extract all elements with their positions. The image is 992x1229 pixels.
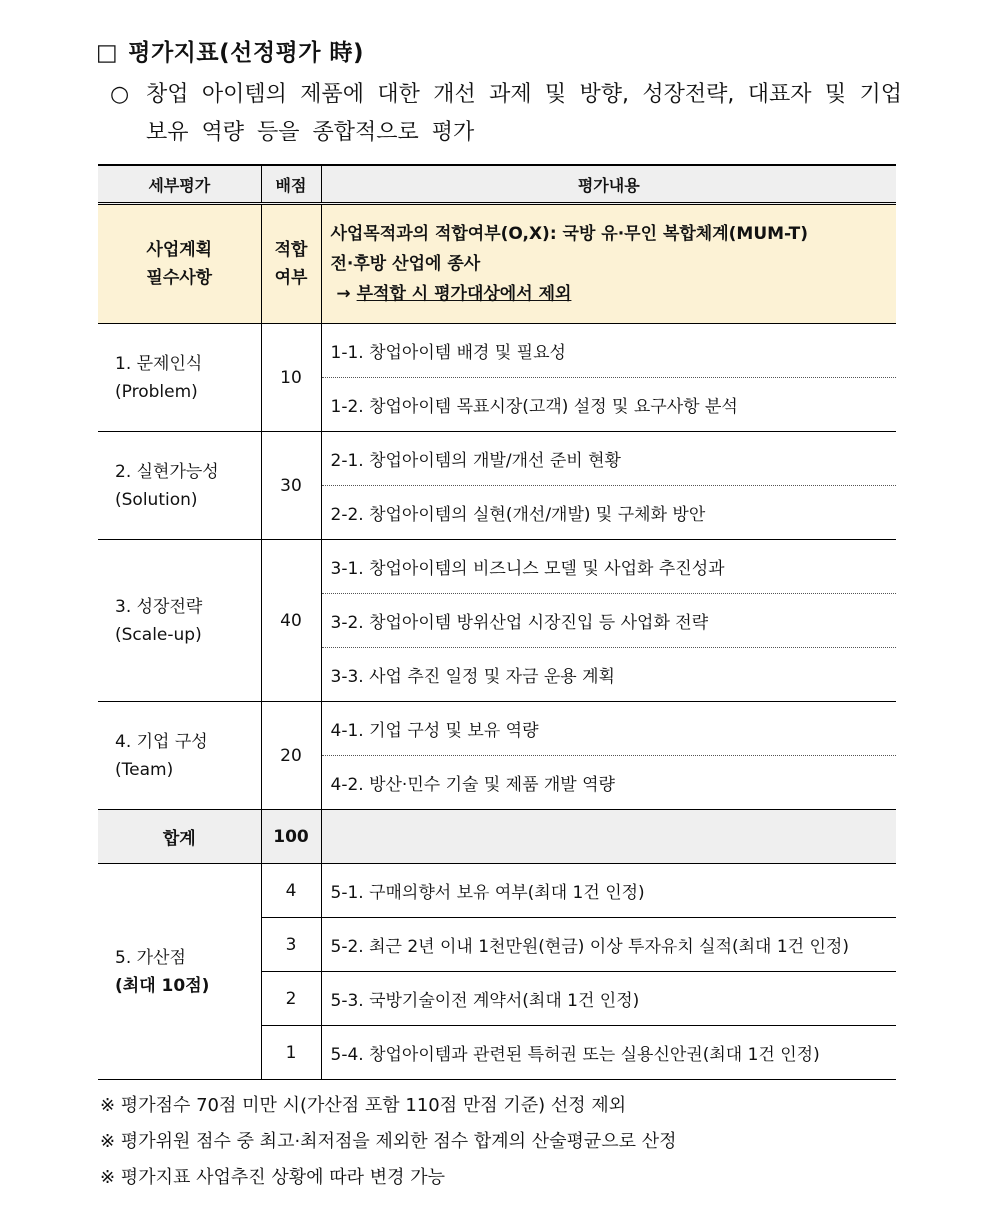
criteria-item: 3-1. 창업아이템의 비즈니스 모델 및 사업화 추진성과 xyxy=(321,540,896,594)
criteria-item: 2-2. 창업아이템의 실현(개선/개발) 및 구체화 방안 xyxy=(321,486,896,540)
category-cell xyxy=(98,702,261,810)
requirement-content: 사업목적과의 적합여부(O,X): 국방 유·무인 복합체계(MUM-T) 전·후방 산업에 종사 → 부적합 시 평가대상에서 제외 xyxy=(321,204,896,324)
criteria-item: 4-2. 방산·민수 기술 및 제품 개발 역량 xyxy=(321,756,896,810)
category-name-en: (Problem) xyxy=(115,381,198,402)
points-cell: 20 xyxy=(261,702,321,810)
category-name-en: (Scale-up) xyxy=(115,624,202,645)
header-content: 평가내용 xyxy=(321,165,896,204)
criteria-item: 3-3. 사업 추진 일정 및 자금 운용 계획 xyxy=(321,648,896,702)
category-name: 4. 기업 구성 xyxy=(115,731,208,752)
bonus-item: 5-2. 최근 2년 이내 1천만원(현금) 이상 투자유치 실적(최대 1건 인정) xyxy=(321,918,896,972)
table-row xyxy=(98,540,896,594)
intro-paragraph xyxy=(110,76,902,152)
header-points: 배점 xyxy=(261,165,321,204)
bonus-item: 5-1. 구매의향서 보유 여부(최대 1건 인정) xyxy=(321,864,896,918)
criteria-item: 2-1. 창업아이템의 개발/개선 준비 현황 xyxy=(321,432,896,486)
requirement-category: 사업계획 필수사항 xyxy=(98,204,261,324)
bonus-item: 5-4. 창업아이템과 관련된 특허권 또는 실용신안권(최대 1건 인정) xyxy=(321,1026,896,1080)
note-item: ※ 평가지표 사업추진 상황에 따라 변경 가능 xyxy=(100,1167,446,1188)
note-item: ※ 평가점수 70점 미만 시(가산점 포함 110점 만점 기준) 선정 제외 xyxy=(100,1095,627,1116)
bonus-max: (최대 10점) xyxy=(115,975,210,996)
category-name: 2. 실현가능성 xyxy=(115,461,219,482)
bonus-item: 5-3. 국방기술이전 계약서(최대 1건 인정) xyxy=(321,972,896,1026)
criteria-item: 1-2. 창업아이템 목표시장(고객) 설정 및 요구사항 분석 xyxy=(321,378,896,432)
intro-text: 창업 아이템의 제품에 대한 개선 과제 및 방향, 성장전략, 대표자 및 기업 보유 역량 등을 종합적으로 평가 xyxy=(146,82,902,145)
points-cell: 30 xyxy=(261,432,321,540)
table-row xyxy=(98,702,896,756)
bonus-name: 5. 가산점 xyxy=(115,947,186,968)
total-row xyxy=(98,810,896,864)
category-name-en: (Solution) xyxy=(115,489,198,510)
category-cell xyxy=(98,324,261,432)
arrow-right-icon: → xyxy=(336,284,351,304)
category-name-en: (Team) xyxy=(115,759,174,780)
table-row xyxy=(98,432,896,486)
bonus-points: 4 xyxy=(261,864,321,918)
requirement-points: 적합 여부 xyxy=(261,204,321,324)
category-name: 3. 성장전략 xyxy=(115,596,203,617)
section-title: 평가지표(선정평가 時) xyxy=(128,40,365,66)
criteria-item: 3-2. 창업아이템 방위산업 시장진입 등 사업화 전략 xyxy=(321,594,896,648)
category-name: 1. 문제인식 xyxy=(115,353,203,374)
category-cell xyxy=(98,432,261,540)
bonus-points: 2 xyxy=(261,972,321,1026)
evaluation-table xyxy=(98,164,896,1080)
table-row xyxy=(98,324,896,378)
bonus-points: 3 xyxy=(261,918,321,972)
total-label: 합계 xyxy=(98,810,261,864)
section-heading xyxy=(96,34,364,67)
total-empty xyxy=(321,810,896,864)
header-detail: 세부평가 xyxy=(98,165,261,204)
total-points: 100 xyxy=(261,810,321,864)
category-cell xyxy=(98,540,261,702)
checkbox-square-icon: □ xyxy=(96,40,119,66)
criteria-item: 4-1. 기업 구성 및 보유 역량 xyxy=(321,702,896,756)
bonus-points: 1 xyxy=(261,1026,321,1080)
bonus-row xyxy=(98,864,896,918)
table-header-row xyxy=(98,165,896,204)
requirement-row xyxy=(98,204,896,324)
notes xyxy=(100,1088,677,1196)
circle-bullet-icon: ○ xyxy=(110,82,130,107)
points-cell: 40 xyxy=(261,540,321,702)
bonus-category xyxy=(98,864,261,1080)
criteria-item: 1-1. 창업아이템 배경 및 필요성 xyxy=(321,324,896,378)
exclusion-note: 부적합 시 평가대상에서 제외 xyxy=(356,284,572,304)
note-item: ※ 평가위원 점수 중 최고·최저점을 제외한 점수 합계의 산술평균으로 산정 xyxy=(100,1131,677,1152)
points-cell: 10 xyxy=(261,324,321,432)
